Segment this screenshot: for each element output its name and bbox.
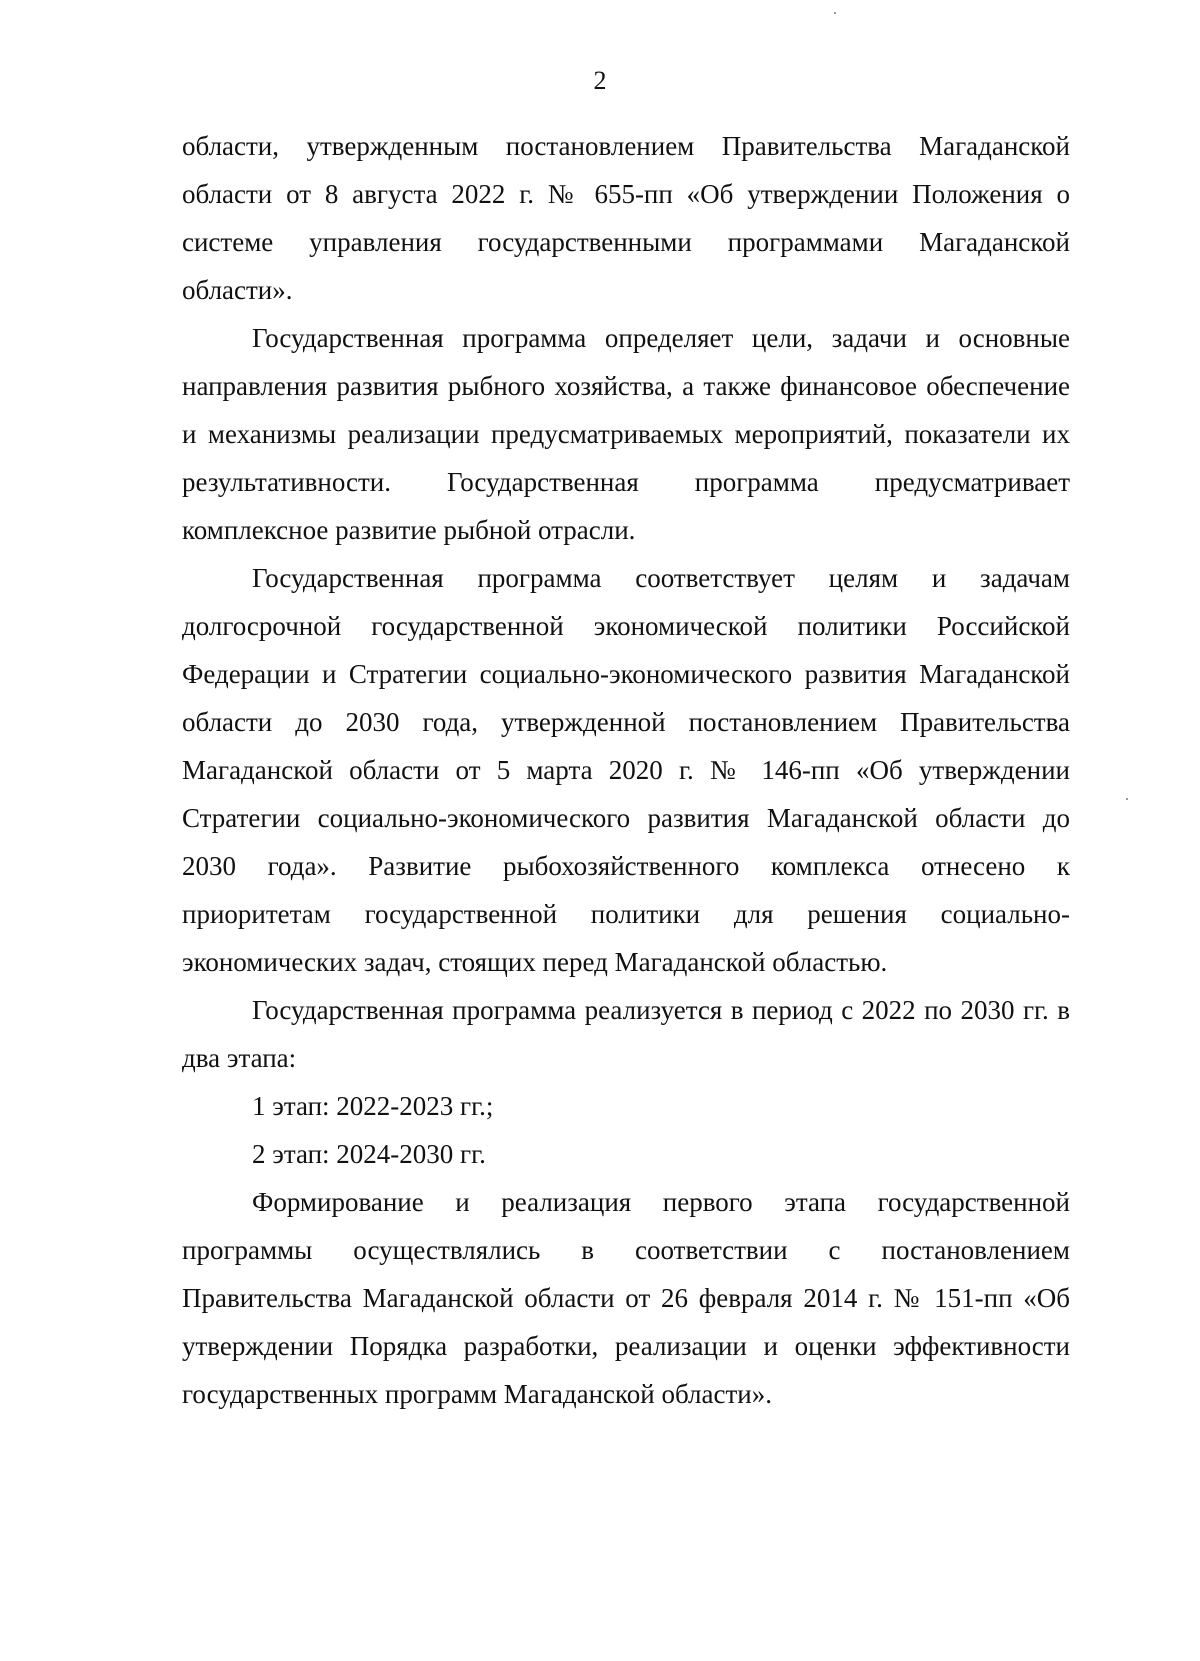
paragraph-program-basis: области, утвержденным постановлением Правительства Магаданской области от 8 августа 2022 г. № 655-пп «Об утверждении Положения о системе управления государственными программами Магаданской области». <box>182 131 1070 305</box>
paragraph-program-goals: Государственная программа определяет цели, задачи и основные направления развития рыбного хозяйства, а также финансовое обеспечение и механизмы реализации предусматриваемых мероприятий, показатели их результативности. Государственная программа предусматривает комплексное развитие рыбной отрасли. <box>182 323 1070 545</box>
page-number: 2 <box>593 66 607 95</box>
paragraph-first-stage-formation: Формирование и реализация первого этапа государственной программы осуществлялись в соответствии с постановлением Правительства Магаданской области от 26 февраля 2014 г. № 151-пп «Об утверждении Порядка разработки, реализации и оценки эффективности государственных программ Магаданской области». <box>182 1187 1070 1409</box>
paragraph-stage-1: 1 этап: 2022-2023 гг.; <box>252 1091 494 1121</box>
scan-speck <box>834 12 836 14</box>
paragraph-stage-2: 2 этап: 2024-2030 гг. <box>252 1139 486 1169</box>
paragraph-strategy-alignment: Государственная программа соответствует целям и задачам долгосрочной государственной экономической политики Российской Федерации и Стратегии социально-экономического развития Магаданской области до 2030 года, утвержденной постановлением Правительства Магаданской области от 5 марта 2020 г. № 146-пп «Об утверждении Стратегии социально-экономического развития Магаданской области до 2030 года». Развитие рыбохозяйственного комплекса отнесено к приоритетам государственной политики для решения социально-экономических задач, стоящих перед Магаданской областью. <box>182 563 1070 977</box>
scan-speck <box>1126 798 1128 800</box>
paragraph-implementation-period: Государственная программа реализуется в период с 2022 по 2030 гг. в два этапа: <box>182 995 1070 1073</box>
document-body <box>182 122 1070 1418</box>
